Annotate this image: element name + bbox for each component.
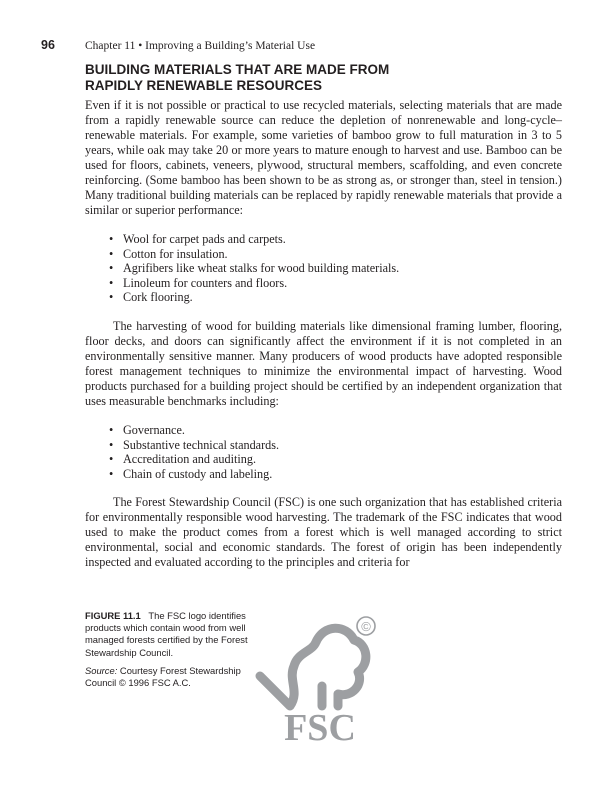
renewable-materials-list xyxy=(85,232,562,305)
figure-label: FIGURE 11.1 xyxy=(85,610,141,621)
list-item: • Linoleum for counters and floors. xyxy=(113,276,562,291)
list-item: • Agrifibers like wheat stalks for wood building materials. xyxy=(113,261,562,276)
paragraph-2: The harvesting of wood for building materials like dimensional framing lumber, flooring, floor decks, and doors can significantly affect the environment if it is not completed in an environmentally sensitive manner. Many producers of wood products have adopted responsible forest management techniques to minimize the environmental impact of harvesting. Wood products purchased for a building project should be certified by an independent organization that uses measurable benchmarks including: xyxy=(85,318,562,408)
list-item: • Wool for carpet pads and carpets. xyxy=(113,232,562,247)
page-header xyxy=(41,38,315,52)
section-title xyxy=(85,62,562,94)
section-title-line1: BUILDING MATERIALS THAT ARE MADE FROM xyxy=(85,62,390,77)
copyright-symbol: © xyxy=(361,619,371,634)
figure-caption xyxy=(85,610,255,689)
source-label: Source: xyxy=(85,664,118,676)
paragraph-1: Even if it is not possible or practical to use recycled materials, selecting materials that are made from a rapidly renewable source can reduce the depletion of nonrenewable and long-cycle–renewable materials. For example, some varieties of bamboo grow to full maturation in 3 to 5 years, while oak may take 20 or more years to mature enough to harvest and use. Bamboo can be used for floors, cabinets, veneers, plywood, structural members, scaffolding, and even concrete reinforcing. (Some bamboo has been shown to be as strong as, or stronger than, steel in tension.) Many traditional building materials can be replaced by rapidly renewable materials that provide a similar or superior performance: xyxy=(85,98,562,217)
list-item: • Chain of custody and labeling. xyxy=(113,467,562,482)
running-head: Chapter 11 • Improving a Building’s Material Use xyxy=(85,40,316,52)
fsc-logo-text: FSC xyxy=(284,707,356,746)
figure-source xyxy=(85,665,255,689)
page-number: 96 xyxy=(41,38,55,52)
list-item: • Cotton for insulation. xyxy=(113,247,562,262)
paragraph-3: The Forest Stewardship Council (FSC) is one such organization that has established criteria for environmentally responsible wood harvesting. The trademark of the FSC indicates that wood used to make the product comes from a forest which is well managed according to strict environmental, social and economic standards. The forest of origin has been independently inspected and evaluated according to the principles and criteria for xyxy=(85,495,562,570)
list-item: • Substantive technical standards. xyxy=(113,438,562,453)
list-item: • Accreditation and auditing. xyxy=(113,452,562,467)
fsc-logo-figure xyxy=(250,606,390,746)
figure-caption-text: The FSC logo identifies products which contain wood from well managed forests certified by the Forest Stewardship Council. xyxy=(85,610,248,658)
list-item: • Governance. xyxy=(113,423,562,438)
list-item: • Cork flooring. xyxy=(113,290,562,305)
main-content xyxy=(85,62,562,570)
source-text: Courtesy Forest Stewardship Council © 1996 FSC A.C. xyxy=(85,664,241,689)
benchmarks-list xyxy=(85,423,562,481)
checkmark-tree-icon xyxy=(260,628,366,706)
section-title-line2: RAPIDLY RENEWABLE RESOURCES xyxy=(85,78,323,93)
